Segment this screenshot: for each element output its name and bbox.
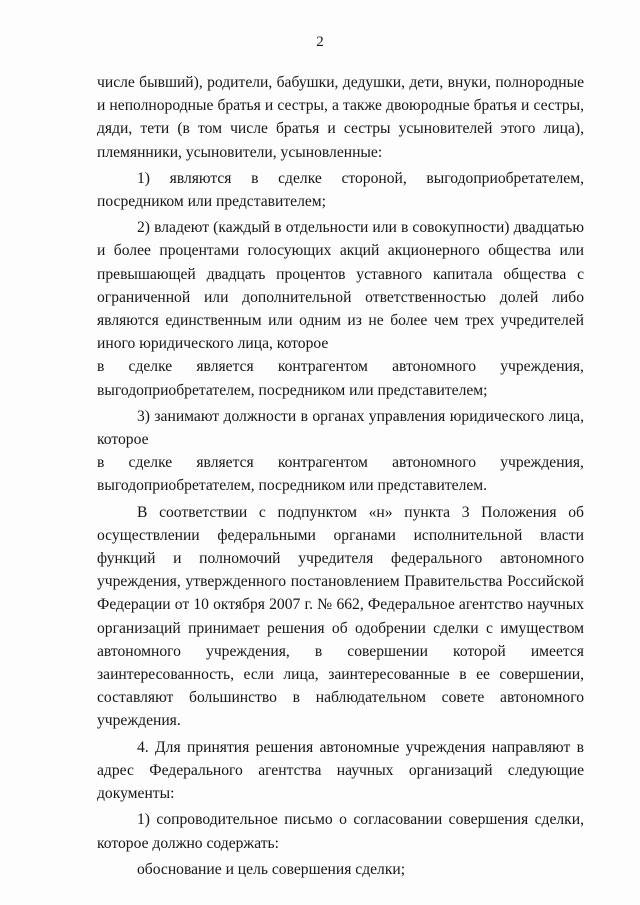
word: автономного xyxy=(392,358,477,376)
word: в xyxy=(97,454,105,472)
word: контрагентом xyxy=(277,358,368,376)
word: сделке xyxy=(128,358,173,376)
paragraph-item-3-end: выгодоприобретателем, посредником или представителем. xyxy=(97,477,488,495)
word: является xyxy=(196,358,254,376)
document-body xyxy=(97,71,584,881)
paragraph-item-3: 3) занимают должности в органах управления юридического лица, которое xyxy=(97,407,584,449)
word: автономного xyxy=(392,454,477,472)
paragraph-item-2-spread-line xyxy=(97,355,584,378)
paragraph-cover-letter: 1) сопроводительное письмо о согласовании совершения сделки, которое должно содержать: xyxy=(97,811,584,852)
paragraph-item-2: 2) владеют (каждый в отдельности или в совокупности) двадцатью и более процентами голосующих акций акционерного общества или превышающей двадцать процентов уставного капитала общества с ограниченной или дополнительной ответственностью долей либо являются единственным или одним из не более чем трех учредителей иного юридического лица, которое xyxy=(97,219,584,353)
word: учреждения, xyxy=(500,358,584,376)
paragraph-regulation: В соответствии с подпунктом «н» пункта 3 Положения об осуществлении федеральными органами исполнительной власти функций и полномочий учредителя федерального автономного учреждения, утвержденного постановлением Правительства Российской Федерации от 10 октября 2007 г. № 662, Федеральное агентство научных организаций принимает решения об одобрении сделки с имуществом автономного учреждения, в совершении которой имеется заинтересованность, если лица, заинтересованные в ее совершении, составляют большинство в наблюдательном совете автономного учреждения. xyxy=(97,503,584,730)
paragraph-section-4: 4. Для принятия решения автономные учреждения направляют в адрес Федерального агентства научных организаций следующие документы: xyxy=(97,738,584,803)
word: контрагентом xyxy=(277,454,368,472)
word: учреждения, xyxy=(500,454,584,472)
page-number: 2 xyxy=(316,34,324,50)
word: сделке xyxy=(128,454,173,472)
paragraph-item-3-spread-line xyxy=(97,451,584,474)
word: является xyxy=(196,454,254,472)
word: в xyxy=(97,358,105,376)
paragraph-justification: обоснование и цель совершения сделки; xyxy=(137,860,406,878)
paragraph-relatives: числе бывший), родители, бабушки, дедушки, дети, внуки, полнородные и неполнородные братья и сестры, а также двоюродные братья и сестры, дяди, тети (в том числе братья и сестры усыновителей этого лица), племянники, усыновители, усыновленные: xyxy=(97,74,584,161)
paragraph-item-2-end: выгодоприобретателем, посредником или представителем; xyxy=(97,381,488,399)
paragraph-item-1: 1) являются в сделке стороной, выгодоприобретателем, посредником или представителем; xyxy=(97,169,584,211)
